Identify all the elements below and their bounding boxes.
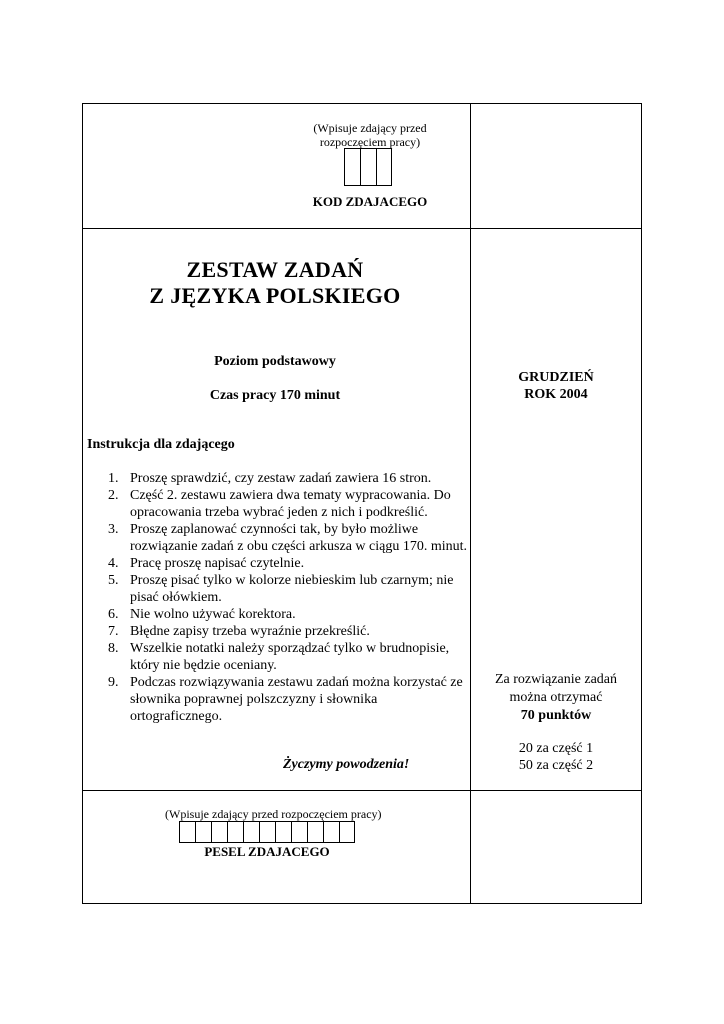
closing-wish: Życzymy powodzenia! <box>283 757 410 772</box>
points-line-1: Za rozwiązanie zadań <box>494 672 618 687</box>
pesel-box[interactable] <box>339 821 355 843</box>
code-box[interactable] <box>344 148 360 186</box>
divider-bottom <box>83 790 641 791</box>
list-item <box>108 521 468 555</box>
item-text: Część 2. zestawu zawiera dwa tematy wypracowania. Do opracowania trzeba wybrać jeden z nich i podkreślić. <box>130 488 451 520</box>
item-text: Pracę proszę napisać czytelnie. <box>130 556 305 571</box>
list-item <box>108 555 468 572</box>
instructions-heading: Instrukcja dla zdającego <box>87 437 235 452</box>
item-text: Nie wolno używać korektora. <box>130 607 296 622</box>
code-label: KOD ZDAJACEGO <box>312 194 428 209</box>
item-number: 1. <box>108 471 119 486</box>
instructions-list <box>108 470 468 725</box>
item-number: 7. <box>108 624 119 639</box>
item-text: Wszelkie notatki należy sporządzać tylko w brudnopisie, który nie będzie oceniany. <box>130 641 450 673</box>
item-number: 5. <box>108 573 119 588</box>
item-number: 8. <box>108 641 119 656</box>
points-part-2: 50 za część 2 <box>518 758 594 773</box>
pesel-boxes[interactable] <box>179 821 355 843</box>
pesel-box[interactable] <box>291 821 307 843</box>
pesel-box[interactable] <box>307 821 323 843</box>
pesel-label: PESEL ZDAJACEGO <box>204 844 330 859</box>
item-text: Podczas rozwiązywania zestawu zadań można korzystać ze słownika poprawnej polszczyzny i słownika ortograficznego. <box>130 675 463 724</box>
pesel-box[interactable] <box>227 821 243 843</box>
column-divider <box>470 104 471 903</box>
list-item <box>108 606 468 623</box>
code-boxes[interactable] <box>344 148 392 186</box>
list-item <box>108 470 468 487</box>
code-note: (Wpisuje zdający przed rozpoczęciem pracy) <box>313 121 427 149</box>
date-year: ROK 2004 <box>524 387 588 402</box>
item-text: Proszę zaplanować czynności tak, by było możliwe rozwiązanie zadań z obu części arkusza w ciągu 170. minut. <box>130 522 468 554</box>
item-number: 3. <box>108 522 119 537</box>
item-number: 4. <box>108 556 119 571</box>
item-text: Proszę sprawdzić, czy zestaw zadań zawiera 16 stron. <box>130 471 432 486</box>
list-item <box>108 640 468 674</box>
date-month: GRUDZIEŃ <box>518 370 594 385</box>
points-part-1: 20 za część 1 <box>518 741 594 756</box>
list-item <box>108 487 468 521</box>
title-line-2: Z JĘZYKA POLSKIEGO <box>149 283 401 308</box>
code-box[interactable] <box>376 148 392 186</box>
title-line-1: ZESTAW ZADAŃ <box>186 257 364 282</box>
pesel-box[interactable] <box>179 821 195 843</box>
code-box[interactable] <box>360 148 376 186</box>
points-total: 70 punktów <box>520 708 592 723</box>
list-item <box>108 572 468 606</box>
item-number: 9. <box>108 675 119 690</box>
level: Poziom podstawowy <box>214 354 336 369</box>
pesel-note: (Wpisuje zdający przed rozpoczęciem pracy) <box>165 807 382 821</box>
list-item <box>108 674 468 725</box>
item-text: Błędne zapisy trzeba wyraźnie przekreślić. <box>130 624 370 639</box>
pesel-box[interactable] <box>243 821 259 843</box>
pesel-box[interactable] <box>259 821 275 843</box>
item-number: 2. <box>108 488 119 503</box>
points-line-2: można otrzymać <box>509 690 603 705</box>
divider-top <box>83 228 641 229</box>
item-number: 6. <box>108 607 119 622</box>
pesel-box[interactable] <box>211 821 227 843</box>
pesel-box[interactable] <box>323 821 339 843</box>
list-item <box>108 623 468 640</box>
pesel-box[interactable] <box>275 821 291 843</box>
time-limit: Czas pracy 170 minut <box>209 388 341 403</box>
item-text: Proszę pisać tylko w kolorze niebieskim lub czarnym; nie pisać ołówkiem. <box>130 573 454 605</box>
pesel-box[interactable] <box>195 821 211 843</box>
